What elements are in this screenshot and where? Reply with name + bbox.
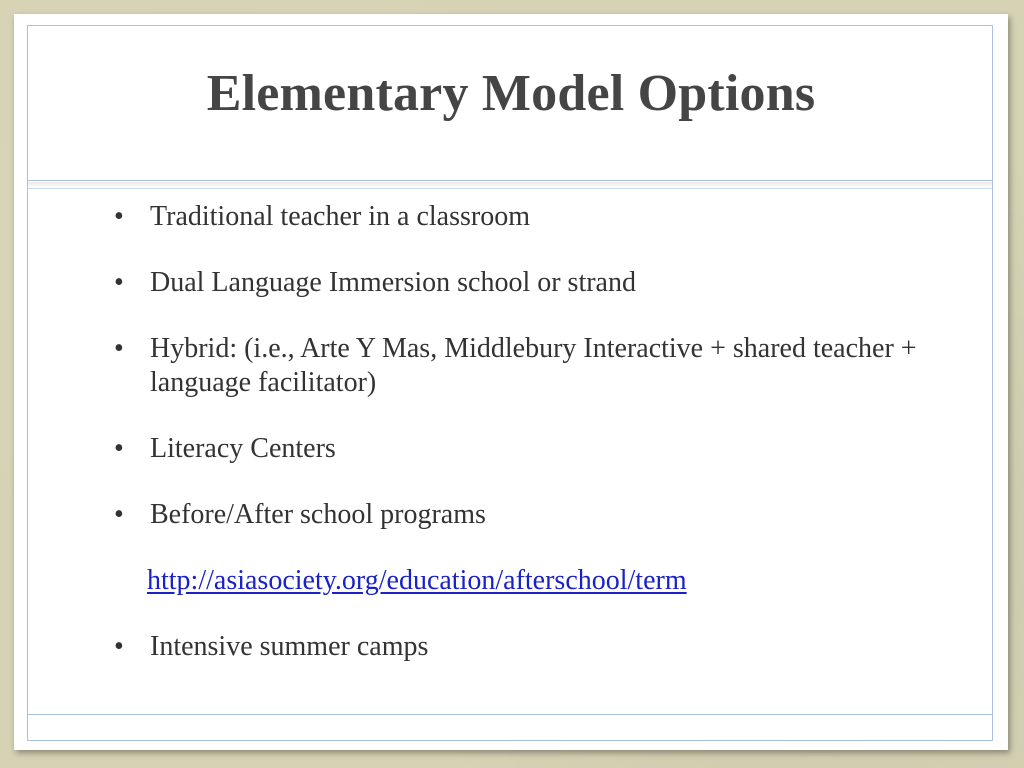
bullet-list bbox=[110, 200, 970, 664]
asiasociety-link[interactable]: http://asiasociety.org/education/afterschool/term bbox=[147, 565, 687, 596]
bullet-text: Before/After school programs bbox=[150, 499, 486, 530]
title-divider bbox=[28, 182, 992, 189]
bullet-item-hybrid bbox=[110, 332, 970, 400]
bullet-item-summer-camps bbox=[110, 630, 970, 664]
bullet-text: Hybrid: (i.e., Arte Y Mas, Middlebury Interactive + shared teacher + language facilitator) bbox=[150, 333, 917, 398]
slide bbox=[14, 14, 1008, 750]
bullet-text: Dual Language Immersion school or strand bbox=[150, 267, 636, 298]
footer-band bbox=[28, 714, 992, 740]
bullet-item-traditional-teacher bbox=[110, 200, 970, 234]
bullet-text: Literacy Centers bbox=[150, 433, 336, 464]
bullet-text: Intensive summer camps bbox=[150, 631, 429, 662]
link-item-asiasociety bbox=[110, 564, 970, 598]
bullet-text: Traditional teacher in a classroom bbox=[150, 201, 530, 232]
bullet-item-dual-language bbox=[110, 266, 970, 300]
slide-title: Elementary Model Options bbox=[206, 65, 816, 122]
bullet-item-literacy-centers bbox=[110, 432, 970, 466]
bullet-item-before-after-school bbox=[110, 498, 970, 532]
